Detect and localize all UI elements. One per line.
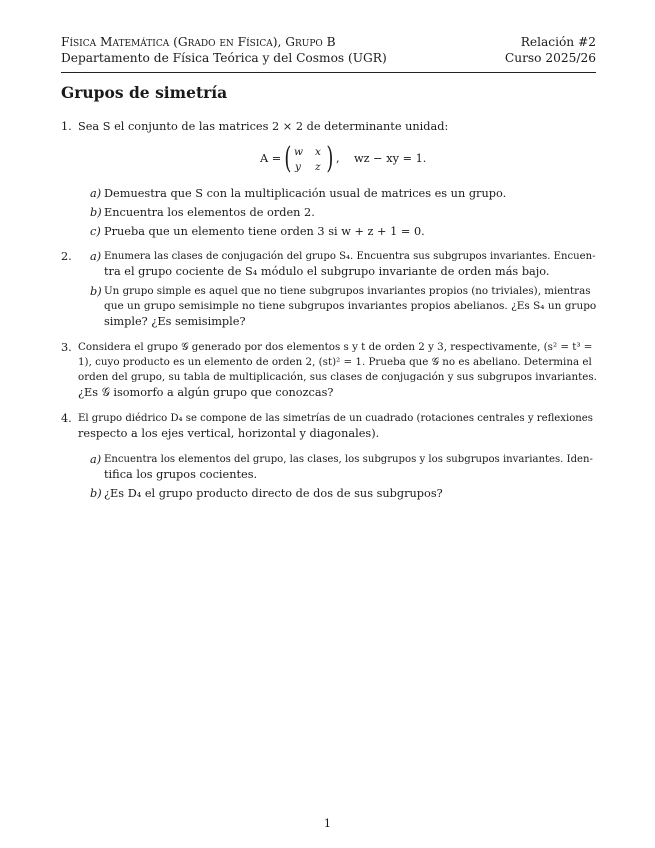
item-text: que un grupo semisimple no tiene subgrupos invariantes propios abelianos. ¿Es S₄ un grupo	[104, 300, 597, 312]
academic-year: Curso 2025/26	[504, 51, 596, 65]
item-label: a)	[90, 250, 102, 263]
problem-text: Considera el grupo 𝒢 generado por dos elementos s y t de orden 2 y 3, respectivamente, (s² = t³ =	[78, 341, 593, 353]
equation-rhs: , wz − xy = 1.	[336, 152, 427, 165]
page-number: 1	[323, 817, 332, 830]
item-label: b)	[90, 206, 102, 219]
item-text: Encuentra los elementos de orden 2.	[104, 206, 315, 219]
problem-number: 1.	[61, 120, 72, 133]
problem-text: respecto a los ejes vertical, horizontal y diagonales).	[78, 427, 380, 440]
problem-text: El grupo diédrico D₄ se compone de las simetrías de un cuadrado (rotaciones centrales y reflexiones	[78, 413, 593, 424]
item-label: b)	[90, 487, 102, 500]
header-line-1	[61, 34, 596, 50]
sheet-number: Relación #2	[520, 35, 596, 49]
item-text: Prueba que un elemento tiene orden 3 si w + z + 1 = 0.	[104, 225, 425, 238]
item-text: Encuentra los elementos del grupo, las clases, los subgrupos y los subgrupos invariantes. Iden-	[104, 454, 593, 465]
item-text: simple? ¿Es semisimple?	[104, 315, 246, 328]
item-text: Enumera las clases de conjugación del grupo S₄. Encuentra sus subgrupos invariantes. Encuen-	[104, 251, 596, 262]
header-line-2	[61, 50, 596, 66]
matrix-entry: x	[315, 146, 321, 158]
header-rule	[61, 72, 596, 73]
item-text: ¿Es D₄ el grupo producto directo de dos de sus subgrupos?	[104, 487, 443, 500]
item-label: b)	[90, 285, 102, 298]
page-title: Grupos de simetría	[61, 83, 228, 102]
problem-text: orden del grupo, su tabla de multiplicación, sus clases de conjugación y sus subgrupos invariantes.	[78, 371, 597, 383]
problem-number: 2.	[61, 250, 72, 263]
item-text: Un grupo simple es aquel que no tiene subgrupos invariantes propios (no triviales), mientras	[104, 285, 591, 297]
problem-text: ¿Es 𝒢 isomorfo a algún grupo que conozcas?	[78, 386, 334, 399]
problem-text: Sea S el conjunto de las matrices 2 × 2 de determinante unidad:	[78, 120, 449, 133]
item-label: a)	[90, 187, 102, 200]
item-label: a)	[90, 453, 102, 466]
right-paren: )	[326, 141, 334, 176]
matrix-entry: y	[295, 161, 301, 173]
problem-text: 1), cuyo producto es un elemento de orden 2, (st)² = 1. Prueba que 𝒢 no es abeliano. Determina el	[78, 356, 592, 368]
item-text: tifica los grupos cocientes.	[104, 468, 258, 481]
problem-number: 3.	[61, 341, 72, 354]
item-label: c)	[90, 225, 101, 238]
left-paren: (	[284, 141, 292, 176]
problem-number: 4.	[61, 412, 72, 425]
matrix-entry: z	[315, 161, 321, 173]
equation-lhs: A =	[260, 152, 282, 165]
department: Departamento de Física Teórica y del Cosmos (UGR)	[61, 51, 387, 65]
item-text: tra el grupo cociente de S₄ módulo el subgrupo invariante de orden más bajo.	[104, 265, 550, 278]
item-text: Demuestra que S con la multiplicación usual de matrices es un grupo.	[104, 187, 507, 200]
matrix-entry: w	[294, 146, 303, 158]
course-title: Física Matemática (Grado en Física), Grupo B	[61, 35, 336, 49]
